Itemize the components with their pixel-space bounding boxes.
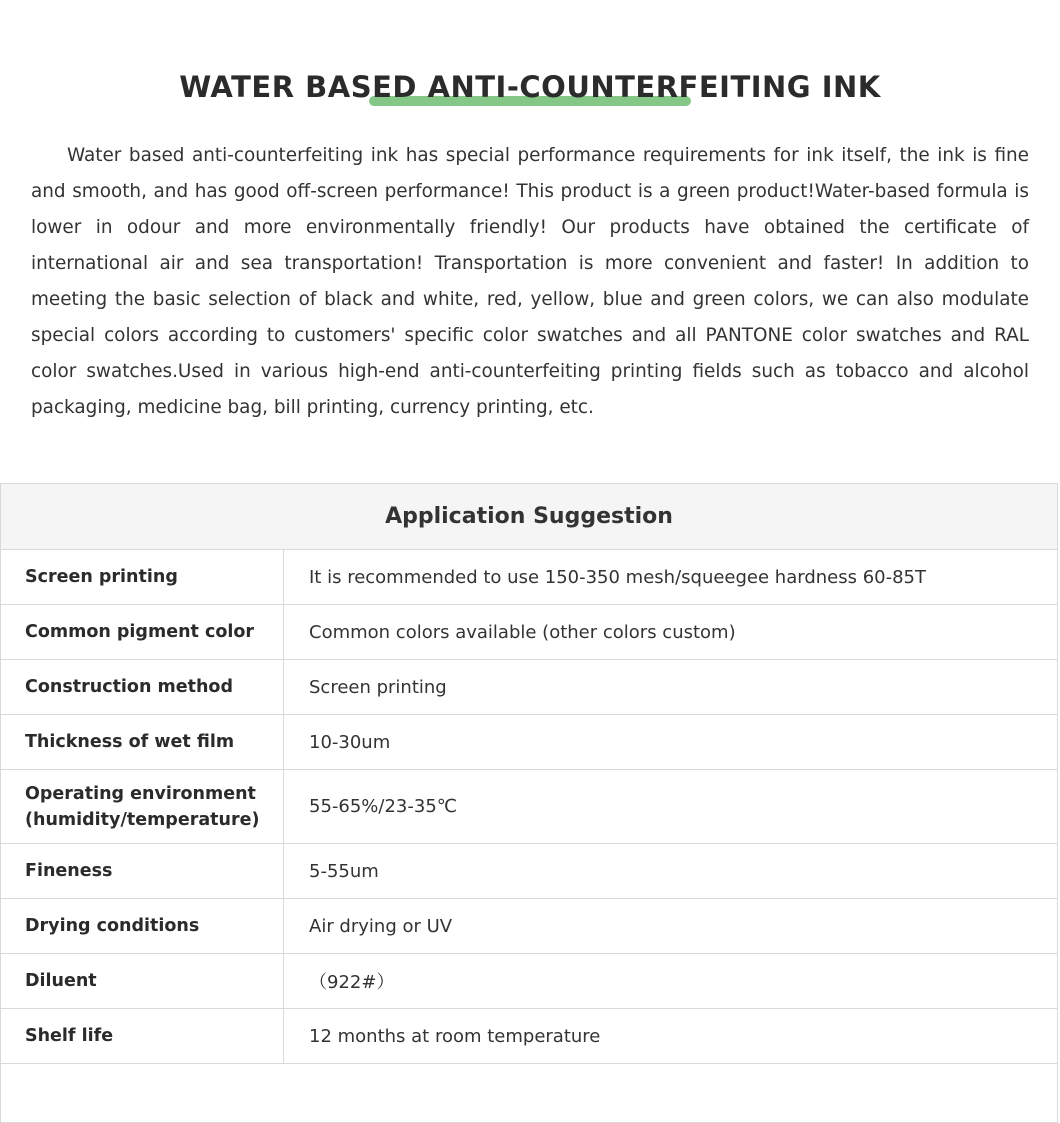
- intro-paragraph: Water based anti-counterfeiting ink has special performance requirements for ink itself, the ink is fine and smooth, and has good off-screen performance! This product is a green product!Water-based formula is lower in odour and more environmentally friendly! Our products have obtained the certificate of international air and sea transportation! Transportation is more convenient and faster! In addition to meeting the basic selection of black and white, red, yellow, blue and green colors, we can also modulate special colors according to customers' specific color swatches and all PANTONE color swatches and RAL color swatches.Used in various high-end anti-counterfeiting printing fields such as tobacco and alcohol packaging, medicine bag, bill printing, currency printing, etc.: [31, 145, 1029, 418]
- row-value: It is recommended to use 150-350 mesh/squeegee hardness 60-85T: [309, 566, 927, 588]
- title-section: [0, 68, 1060, 106]
- table-row: [1, 605, 1057, 660]
- table-row: [1, 844, 1057, 899]
- table-row: [1, 954, 1057, 1009]
- row-label: Thickness of wet film: [1, 715, 284, 769]
- table-row: [1, 1009, 1057, 1064]
- table-heading: Application Suggestion: [1, 484, 1057, 550]
- page-title: [179, 68, 881, 106]
- row-label: Shelf life: [1, 1009, 284, 1063]
- row-label: Construction method: [1, 660, 284, 714]
- row-value: Screen printing: [309, 676, 447, 698]
- row-value: 55-65%/23-35℃: [309, 796, 457, 817]
- row-label: Common pigment color: [1, 605, 284, 659]
- application-table: [0, 483, 1058, 1123]
- row-label: Fineness: [1, 844, 284, 898]
- row-label: Diluent: [1, 954, 284, 1008]
- page-title-text: WATER BASED ANTI-COUNTERFEITING INK: [179, 70, 881, 104]
- row-label: Drying conditions: [1, 899, 284, 953]
- row-value: 10-30um: [309, 731, 391, 753]
- row-value: Common colors available (other colors custom): [309, 621, 736, 643]
- row-value: 5-55um: [309, 860, 379, 882]
- row-label: Operating environment (humidity/temperature): [1, 770, 284, 843]
- table-row: [1, 770, 1057, 844]
- row-value: Air drying or UV: [309, 915, 453, 937]
- row-value: （922#）: [309, 972, 395, 993]
- table-row: [1, 899, 1057, 954]
- row-label: Screen printing: [1, 550, 284, 604]
- table-row: [1, 660, 1057, 715]
- table-row: [1, 550, 1057, 605]
- table-row: [1, 715, 1057, 770]
- row-value: 12 months at room temperature: [309, 1025, 601, 1047]
